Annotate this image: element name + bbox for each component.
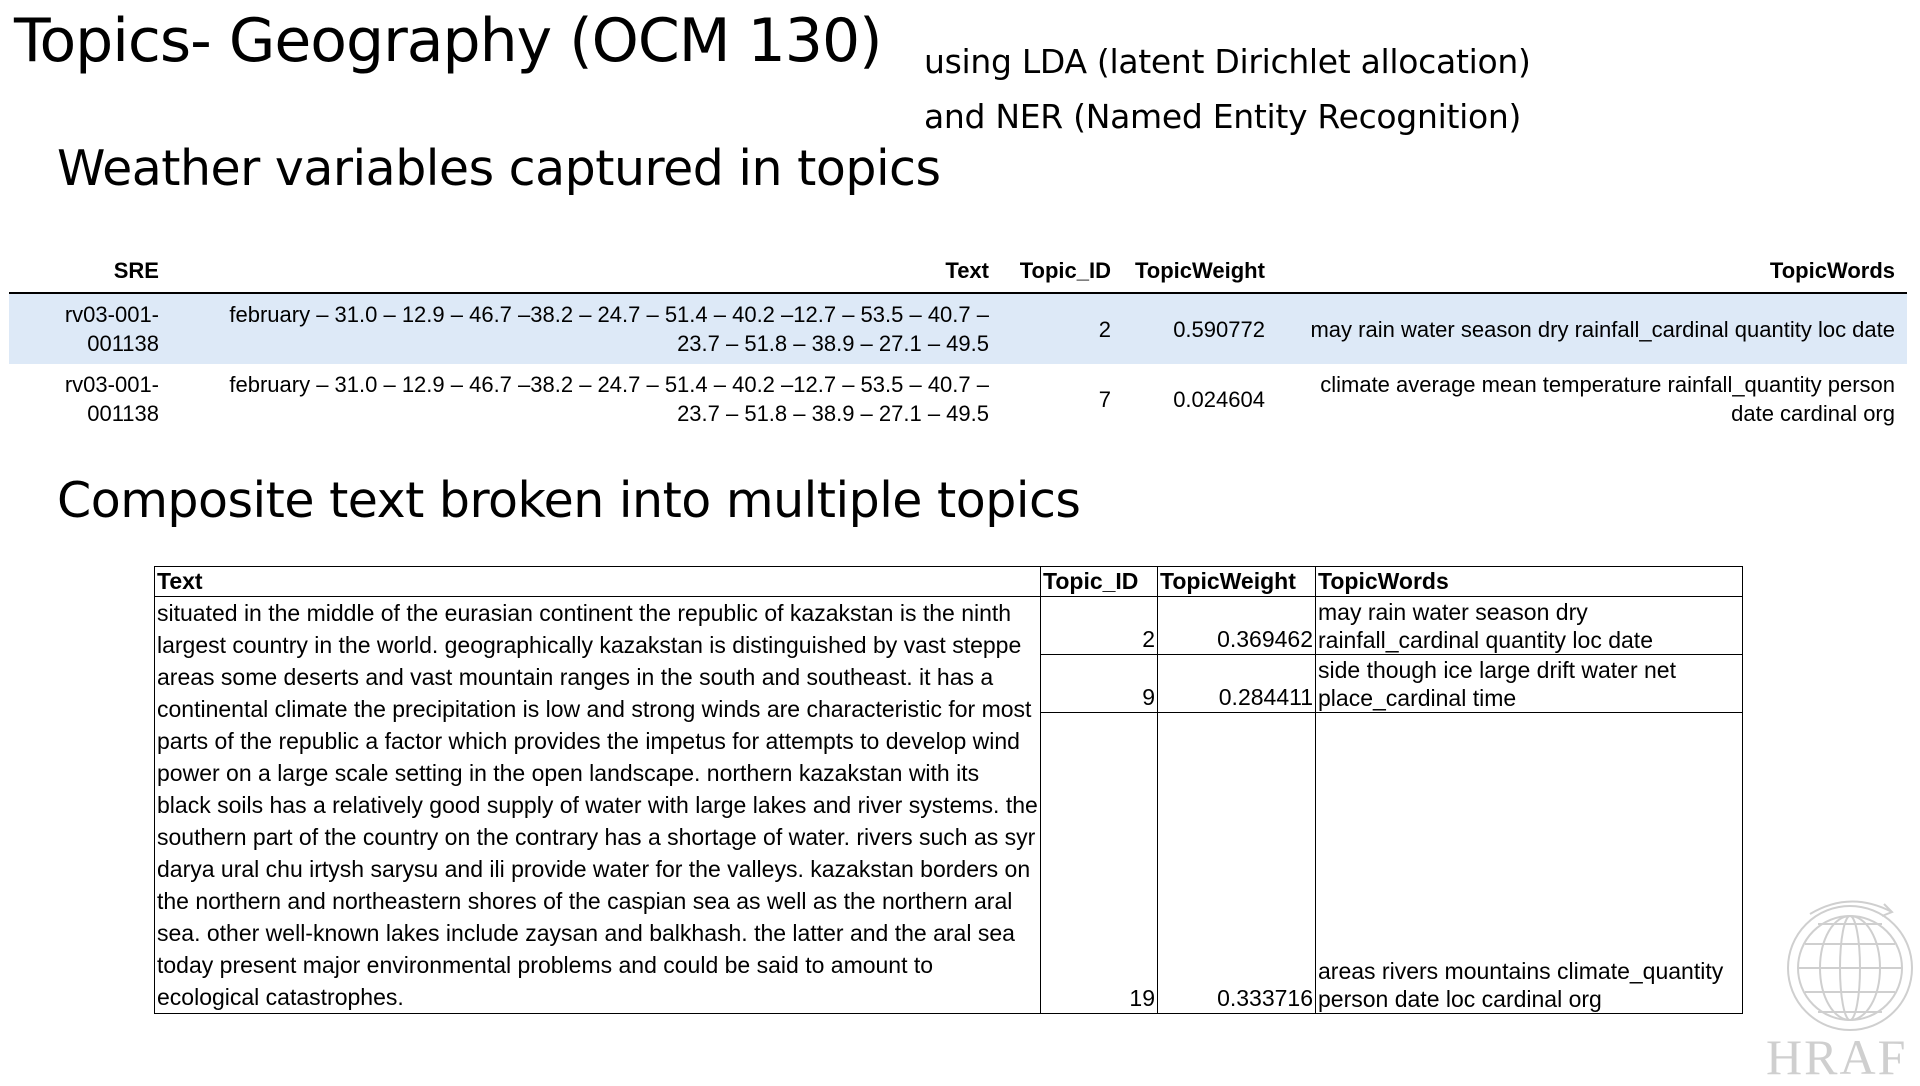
topic-weight-cell: 0.333716 <box>1158 713 1316 1014</box>
topic-weight-cell: 0.369462 <box>1158 597 1316 655</box>
weather-topics-table <box>9 246 1907 434</box>
header-text: Text <box>155 567 1041 597</box>
sre-cell: rv03-001-001138 <box>64 372 159 426</box>
topic-id-cell: 19 <box>1041 713 1158 1014</box>
composite-text-cell: situated in the middle of the eurasian continent the republic of kazakstan is the ninth largest country in the world. geographically kazakstan is distinguished by vast steppe areas some deserts and vast mountain ranges in the south and southeast. it has a continental climate the precipitation is low and strong winds are characteristic for most parts of the republic a factor which provides the impetus for attempts to develop wind power on a large scale setting in the open landscape. northern kazakstan with its black soils has a relatively good supply of water with large lakes and river systems. the southern part of the country on the contrary has a shortage of water. rivers such as syr darya ural chu irtysh sarysu and ili provide water for the valleys. kazakstan borders on the northern and northeastern shores of the caspian sea as well as the northern aral sea. other well-known lakes include zaysan and balkhash. the latter and the aral sea today present major environmental problems and could be said to amount to ecological catastrophes. <box>155 597 1041 1014</box>
header-text: Text <box>171 246 1001 293</box>
weather-variables-heading: Weather variables captured in topics <box>57 140 941 197</box>
table-row <box>155 597 1743 655</box>
topic-words-cell: may rain water season dry rainfall_cardinal quantity loc date <box>1277 293 1907 364</box>
header-topic-id: Topic_ID <box>1041 567 1158 597</box>
topic-weight-cell: 0.590772 <box>1123 293 1277 364</box>
text-cell: february – 31.0 – 12.9 – 46.7 –38.2 – 24.7 – 51.4 – 40.2 –12.7 – 53.5 – 40.7 – 23.7 – 51.8 – 38.9 – 27.1 – 49.5 <box>171 293 1001 364</box>
table-header-row <box>9 246 1907 293</box>
page-title: Topics- Geography (OCM 130) <box>14 6 882 76</box>
topic-weight-cell: 0.024604 <box>1173 386 1265 412</box>
sre-cell: rv03-001-001138 <box>9 293 171 364</box>
subtitle-line-1: using LDA (latent Dirichlet allocation) <box>924 42 1531 81</box>
topic-words-cell: areas rivers mountains climate_quantity person date loc cardinal org <box>1316 713 1743 1014</box>
header-topic-words: TopicWords <box>1277 246 1907 293</box>
topic-id-cell: 2 <box>1041 597 1158 655</box>
topic-words-cell: side though ice large drift water net place_cardinal time <box>1316 655 1743 713</box>
topic-id-cell: 7 <box>1098 386 1111 412</box>
table-row <box>9 364 1907 434</box>
table-header-row <box>155 567 1743 597</box>
topic-id-cell: 2 <box>1001 293 1123 364</box>
topic-weight-cell: 0.284411 <box>1158 655 1316 713</box>
header-topic-weight: TopicWeight <box>1123 246 1277 293</box>
header-topic-words: TopicWords <box>1316 567 1743 597</box>
hraf-logo-text: HRAF <box>1766 1029 1908 1085</box>
composite-topics-table <box>154 566 1743 1014</box>
header-sre: SRE <box>9 246 171 293</box>
subtitle-line-2: and NER (Named Entity Recognition) <box>924 97 1522 136</box>
composite-text-heading: Composite text broken into multiple topics <box>57 472 1081 529</box>
topic-id-cell: 9 <box>1041 655 1158 713</box>
topic-words-cell: may rain water season dry rainfall_cardinal quantity loc date <box>1316 597 1743 655</box>
text-cell: february – 31.0 – 12.9 – 46.7 –38.2 – 24.7 – 51.4 – 40.2 –12.7 – 53.5 – 40.7 – 23.7 – 51.8 – 38.9 – 27.1 – 49.5 <box>229 372 989 426</box>
header-topic-weight: TopicWeight <box>1158 567 1316 597</box>
topic-words-cell: climate average mean temperature rainfall_quantity person date cardinal org <box>1320 372 1895 426</box>
header-topic-id: Topic_ID <box>1001 246 1123 293</box>
table-row <box>9 293 1907 364</box>
subtitle <box>924 34 1531 144</box>
